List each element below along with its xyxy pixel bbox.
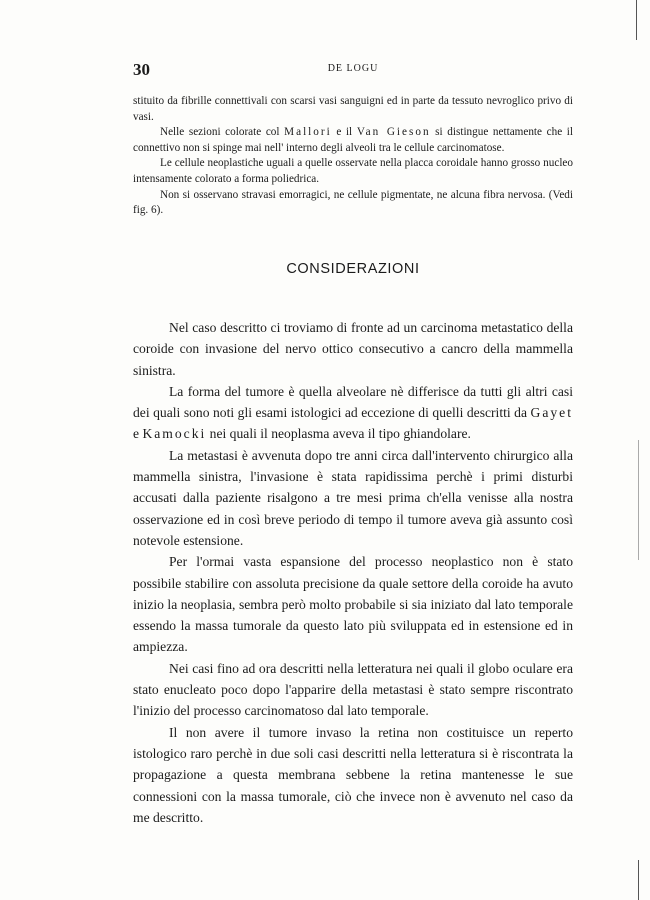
author-name-van-gieson: Van Gieson — [356, 126, 431, 139]
body-paragraph-3: La metastasi è avvenuta dopo tre anni circa dall'intervento chirurgico alla mammella sinistra, l'invasione è stata rapidissima perchè i primi disturbi accusati dalla paziente risalgono a tre mesi prima ch'ella venisse alla nostra osservazione ed in così breve periodo di tempo il tumore aveva già assunto così notevole estensione. — [133, 447, 573, 548]
section-title: CONSIDERAZIONI — [286, 261, 420, 277]
small-paragraph-1: stituito da fibrille connettivali con scarsi vasi sanguigni ed in parte da tessuto nevroglico privo di vasi. — [133, 95, 573, 123]
body-paragraph-5: Nei casi fino ad ora descritti nella letteratura nei quali il globo oculare era stato enucleato poco dopo l'apparire della metastasi è stato sempre riscontrato l'inizio del processo carcinomatoso dal lato temporale. — [133, 660, 573, 719]
text-run: nei quali il neoplasma aveva il tipo ghiandolare. — [206, 426, 471, 442]
running-head: DE LOGU — [327, 63, 379, 74]
body-paragraph-4: Per l'ormai vasta espansione del processo neoplastico non è stato possibile stabilire con assoluta precisione da quale settore della coroide ha avuto inizio la neoplasia, sembra però molto probabile si sia iniziato dal lato temporale essendo la massa tumorale da questo lato più sviluppata ed in estensione ed in ampiezza. — [133, 554, 573, 655]
text-run: e — [133, 426, 143, 442]
page-header — [133, 60, 573, 80]
text-run: si distingue nettamente che il connettivo non si spinge mai nell' interno degli alveoli tra le cellule carcinomatose. — [133, 126, 574, 154]
histology-notes — [133, 94, 573, 219]
body-paragraph-6: Il non avere il tumore invaso la retina non costituisce un reperto istologico raro perchè in due soli casi descritti nella letteratura si è riscontrata la propagazione a questa membrana sebbene la retina mantenesse le sue connessioni con la massa tumorale, ciò che invece non è avvenuto nel caso da me descritto. — [133, 724, 573, 825]
scan-edge-line — [638, 860, 639, 900]
text-run: e il — [331, 126, 357, 139]
small-paragraph-3: Le cellule neoplastiche uguali a quelle osservate nella placca coroidale hanno grosso nucleo intensamente colorato a forma poliedrica. — [133, 157, 573, 185]
scan-edge-line — [636, 0, 637, 40]
author-name-gayet: Gayet — [530, 405, 573, 421]
body-paragraph-2 — [133, 381, 573, 445]
page-number: 30 — [133, 60, 150, 79]
author-name-kamocki: Kamocki — [142, 426, 207, 442]
small-paragraph-2 — [133, 125, 573, 156]
text-run: La forma del tumore è quella alveolare nè differisce da tutti gli altri casi dei quali sono noti gli esami istologici ad eccezione di quelli descritti da — [133, 383, 573, 421]
body-paragraph-1: Nel caso descritto ci troviamo di fronte ad un carcinoma metastatico della coroide con invasione del nervo ottico consecutivo a cancro della mammella sinistra. — [133, 320, 573, 378]
author-name-mallori: Mallori — [284, 126, 332, 139]
small-paragraph-4: Non si osservano stravasi emorragici, ne cellule pigmentate, ne alcuna fibra nervosa. (Vedi fig. 6). — [133, 188, 573, 217]
considerations-body — [133, 317, 573, 828]
text-run: Nelle sezioni colorate col — [160, 126, 285, 139]
scan-edge-line — [638, 440, 639, 560]
